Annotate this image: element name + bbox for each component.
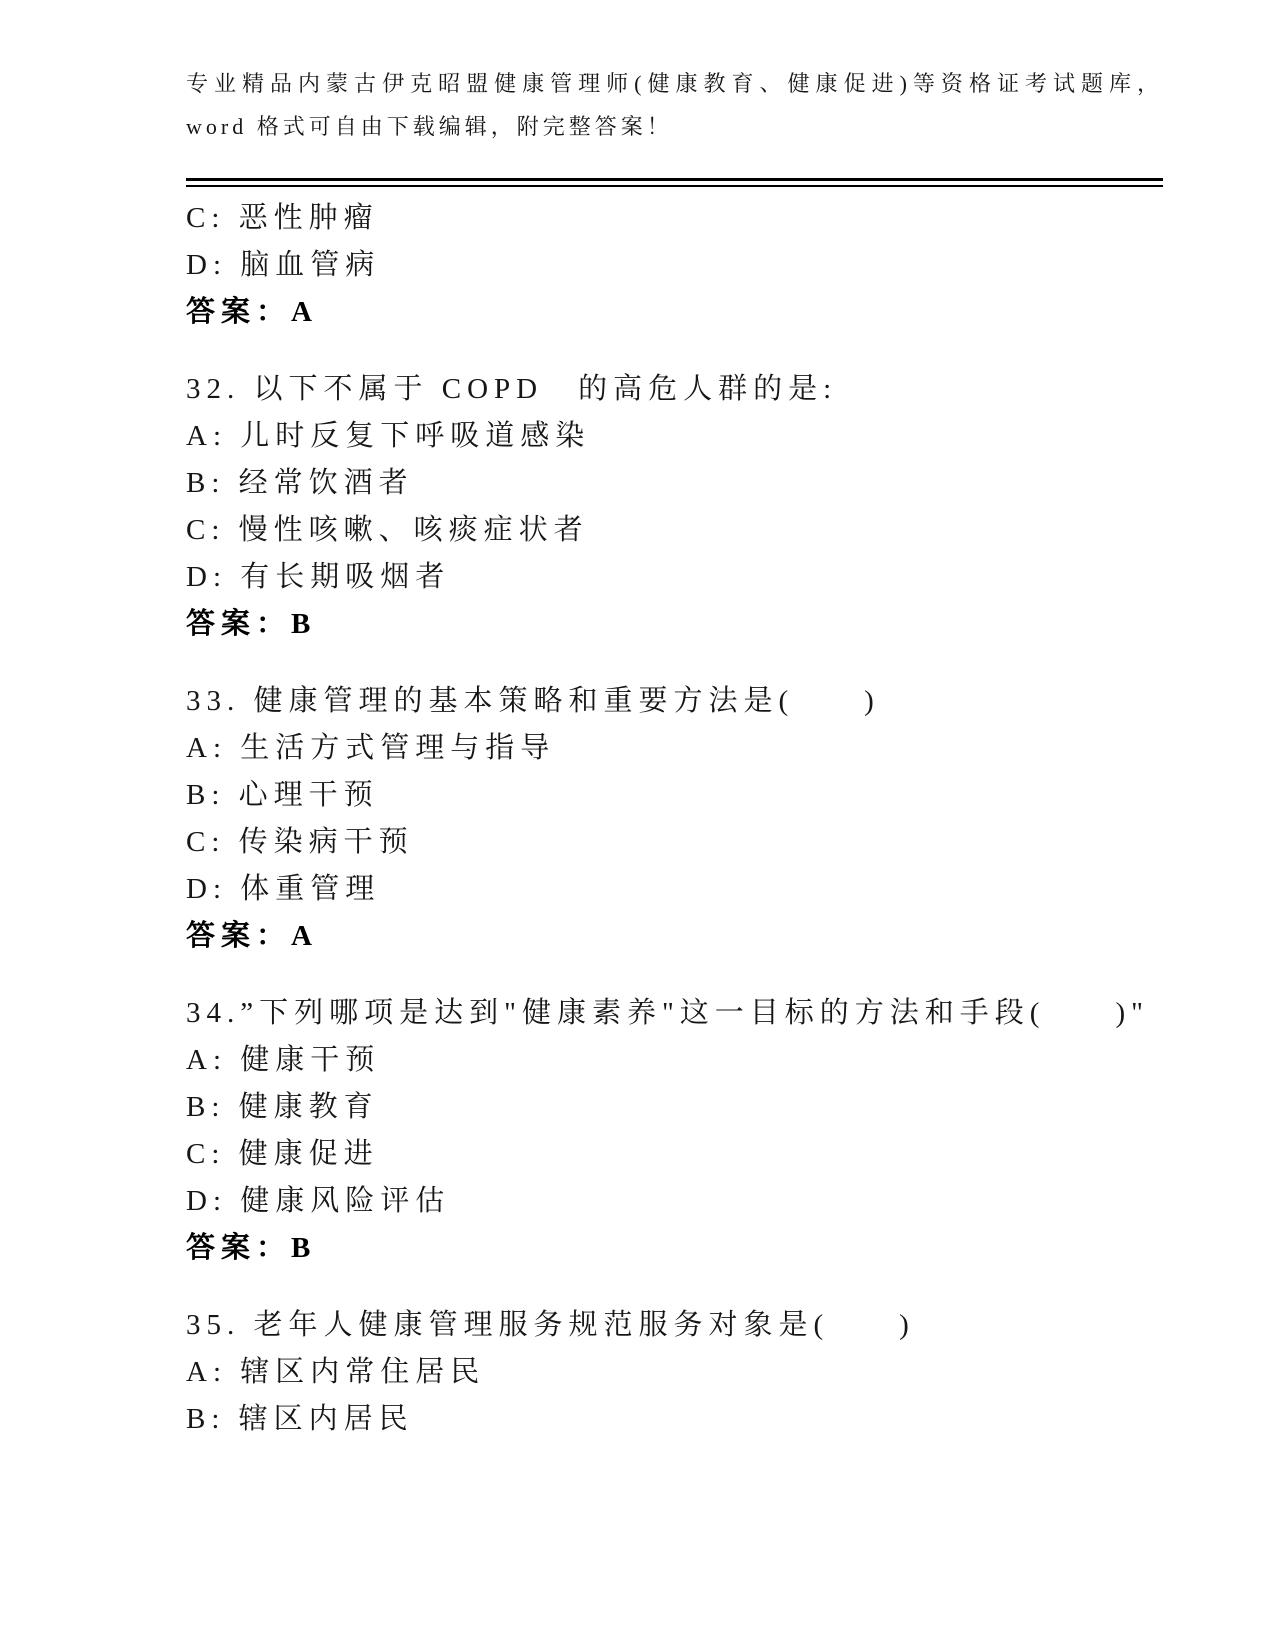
question-32-option-a: A: 儿时反复下呼吸道感染 [186,420,591,452]
question-34-option-c: C: 健康促进 [186,1138,379,1170]
question-33-option-c: C: 传染病干预 [186,826,414,858]
question-33-option-b: B: 心理干预 [186,779,379,811]
question-31-tail [186,195,1175,336]
question-34-option-b: B: 健康教育 [186,1091,379,1123]
question-31-option-c: C: 恶性肿瘤 [186,202,379,234]
header-line-1: 专业精品内蒙古伊克昭盟健康管理师(健康教育、健康促进)等资格证考试题库， [186,71,1163,96]
question-34 [186,990,1175,1272]
question-34-answer: 答案：B [186,1232,317,1264]
question-33-stem: 33. 健康管理的基本策略和重要方法是( ) [186,685,880,717]
question-34-option-d: D: 健康风险评估 [186,1185,451,1217]
question-35-stem: 35. 老年人健康管理服务规范服务对象是( ) [186,1309,915,1341]
question-34-option-a: A: 健康干预 [186,1044,381,1076]
question-34-stem: 34.”下列哪项是达到"健康素养"这一目标的方法和手段( )" [186,997,1149,1029]
question-33-option-d: D: 体重管理 [186,873,381,905]
page-header [186,62,1163,148]
question-31-answer: 答案：A [186,296,318,328]
header-divider-double-rule [186,178,1163,187]
question-31-option-d: D: 脑血管病 [186,249,381,281]
question-32-option-c: C: 慢性咳嗽、咳痰症状者 [186,514,589,546]
question-32-option-d: D: 有长期吸烟者 [186,561,451,593]
question-35 [186,1302,1175,1443]
question-32-stem: 32. 以下不属于 COPD 的高危人群的是: [186,373,838,405]
document-body [186,195,1175,1443]
question-33-answer: 答案：A [186,920,318,952]
question-33 [186,678,1175,960]
header-line-2: word 格式可自由下载编辑，附完整答案！ [186,114,673,139]
question-33-option-a: A: 生活方式管理与指导 [186,732,556,764]
question-35-option-a: A: 辖区内常住居民 [186,1356,486,1388]
question-35-option-b: B: 辖区内居民 [186,1403,414,1435]
question-32-option-b: B: 经常饮酒者 [186,467,414,499]
question-32 [186,366,1175,648]
question-32-answer: 答案：B [186,608,317,640]
